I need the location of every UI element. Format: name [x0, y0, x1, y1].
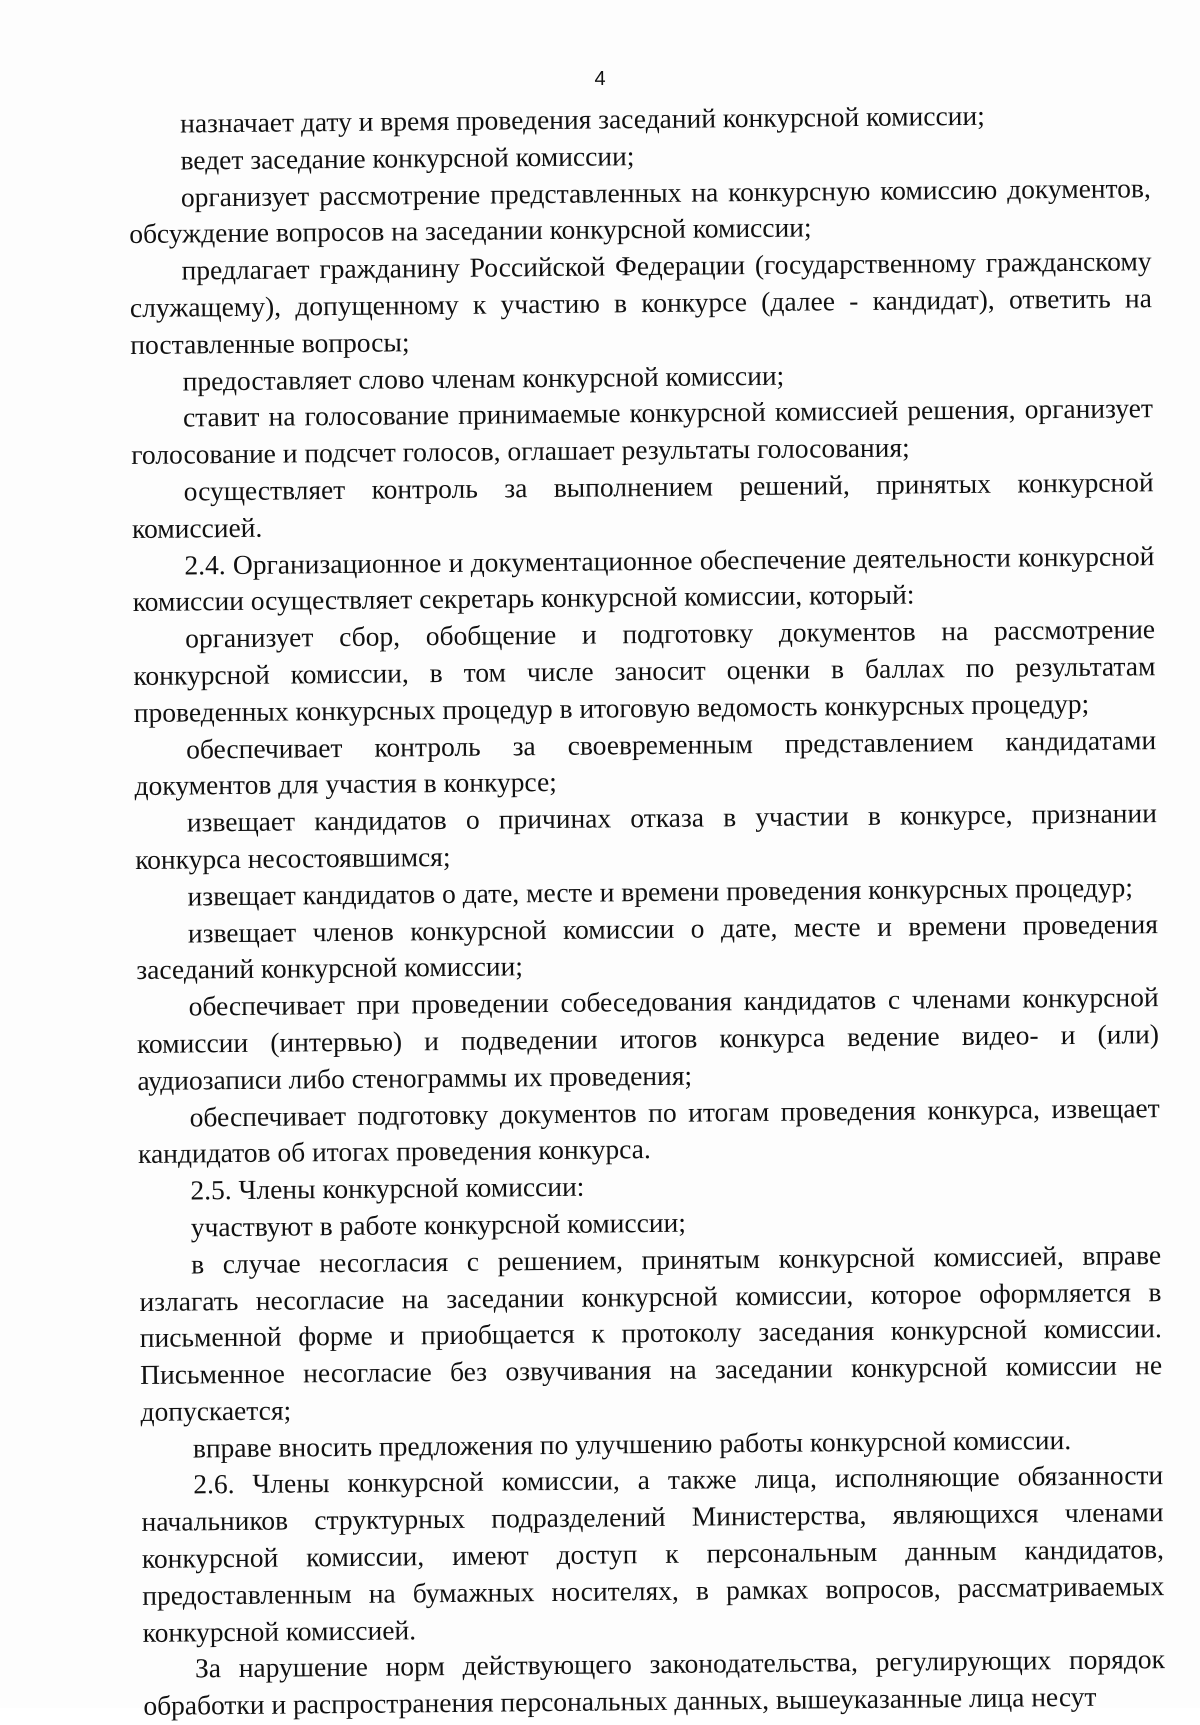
paragraph-1: назначает дату и время проведения заседаний конкурсной комиссии;: [180, 99, 985, 139]
paragraph-6: ставит на голосование принимаемые конкурсной комиссией решения, организует голосование и подсчет голосов, оглашает результаты голосования;: [131, 392, 1154, 471]
paragraph-9: организует сбор, обобщение и подготовку документов на рассмотрение конкурсной комиссии, в том числе заносит оценки в баллах по результатам проведенных конкурсных процедур в итоговую ведомость конкурсных процедур;: [133, 613, 1156, 728]
paragraph-7: осуществляет контроль за выполнением решений, принятых конкурсной комиссией.: [131, 466, 1154, 544]
paragraph-11: извещает кандидатов о причинах отказа в участии в конкурсе, признании конкурса несостоявшимся;: [135, 797, 1157, 875]
paragraph-15: обеспечивает подготовку документов по итогам проведения конкурса, извещает кандидатов об итогах проведения конкурса.: [137, 1091, 1160, 1170]
paragraph-5: предоставляет слово членам конкурсной комиссии;: [182, 359, 785, 397]
paragraph-14: обеспечивает при проведении собеседования кандидатов с членами конкурсной комиссии (интервью) и подведении итогов конкурса ведение видео- и (или) аудиозаписи либо стенограммы их проведения;: [136, 981, 1160, 1096]
paragraph-10: обеспечивает контроль за своевременным представлением кандидатами документов для участия в конкурсе;: [134, 723, 1157, 802]
paragraph-19: вправе вносить предложения по улучшению работы конкурсной комиссии.: [192, 1423, 1072, 1464]
paragraph-13: извещает членов конкурсной комиссии о дате, месте и времени проведения заседаний конкурсной комиссии;: [136, 907, 1159, 986]
paragraph-4: предлагает гражданину Российской Федерации (государственному гражданскому служащему), допущенному к участию в конкурсе (далее - кандидат), ответить на поставленные вопросы;: [129, 245, 1153, 360]
paragraph-16: 2.5. Члены конкурсной комиссии:: [190, 1170, 585, 1206]
page-number: 4: [594, 68, 606, 90]
paragraph-12: извещает кандидатов о дате, месте и времени проведения конкурсных процедур;: [187, 871, 1134, 912]
paragraph-2: ведет заседание конкурсной комиссии;: [180, 139, 635, 176]
paragraph-8: 2.4. Организационное и документационное обеспечение деятельности конкурсной комиссии осуществляет секретарь конкурсной комиссии, который:: [132, 539, 1155, 618]
paragraph-21: За нарушение норм действующего законодательства, регулирующих порядок обработки и распространения персональных данных, вышеуказанные лица несут: [143, 1643, 1166, 1722]
paragraph-18: в случае несогласия с решением, принятым конкурсной комиссией, вправе излагать несогласие на заседании конкурсной комиссии, которое оформляется в письменной форме и приобщается к протоколу заседания конкурсной комиссии. Письменное несогласие без озвучивания на заседании конкурсной комиссии не допускается;: [139, 1238, 1163, 1427]
paragraph-3: организует рассмотрение представленных на конкурсную комиссию документов, обсуждение вопросов на заседании конкурсной комиссии;: [129, 171, 1151, 250]
paragraph-17: участвуют в работе конкурсной комиссии;: [190, 1206, 687, 1243]
document-body: [128, 96, 1165, 1725]
paragraph-20: 2.6. Члены конкурсной комиссии, а также лица, исполняющие обязанности начальников структурных подразделений Министерства, являющихся членами конкурсной комиссии, имеют доступ к персональным данным кандидатов, предоставленным на бумажных носителях, в рамках вопросов, рассматриваемых конкурсной комиссией.: [141, 1459, 1165, 1648]
